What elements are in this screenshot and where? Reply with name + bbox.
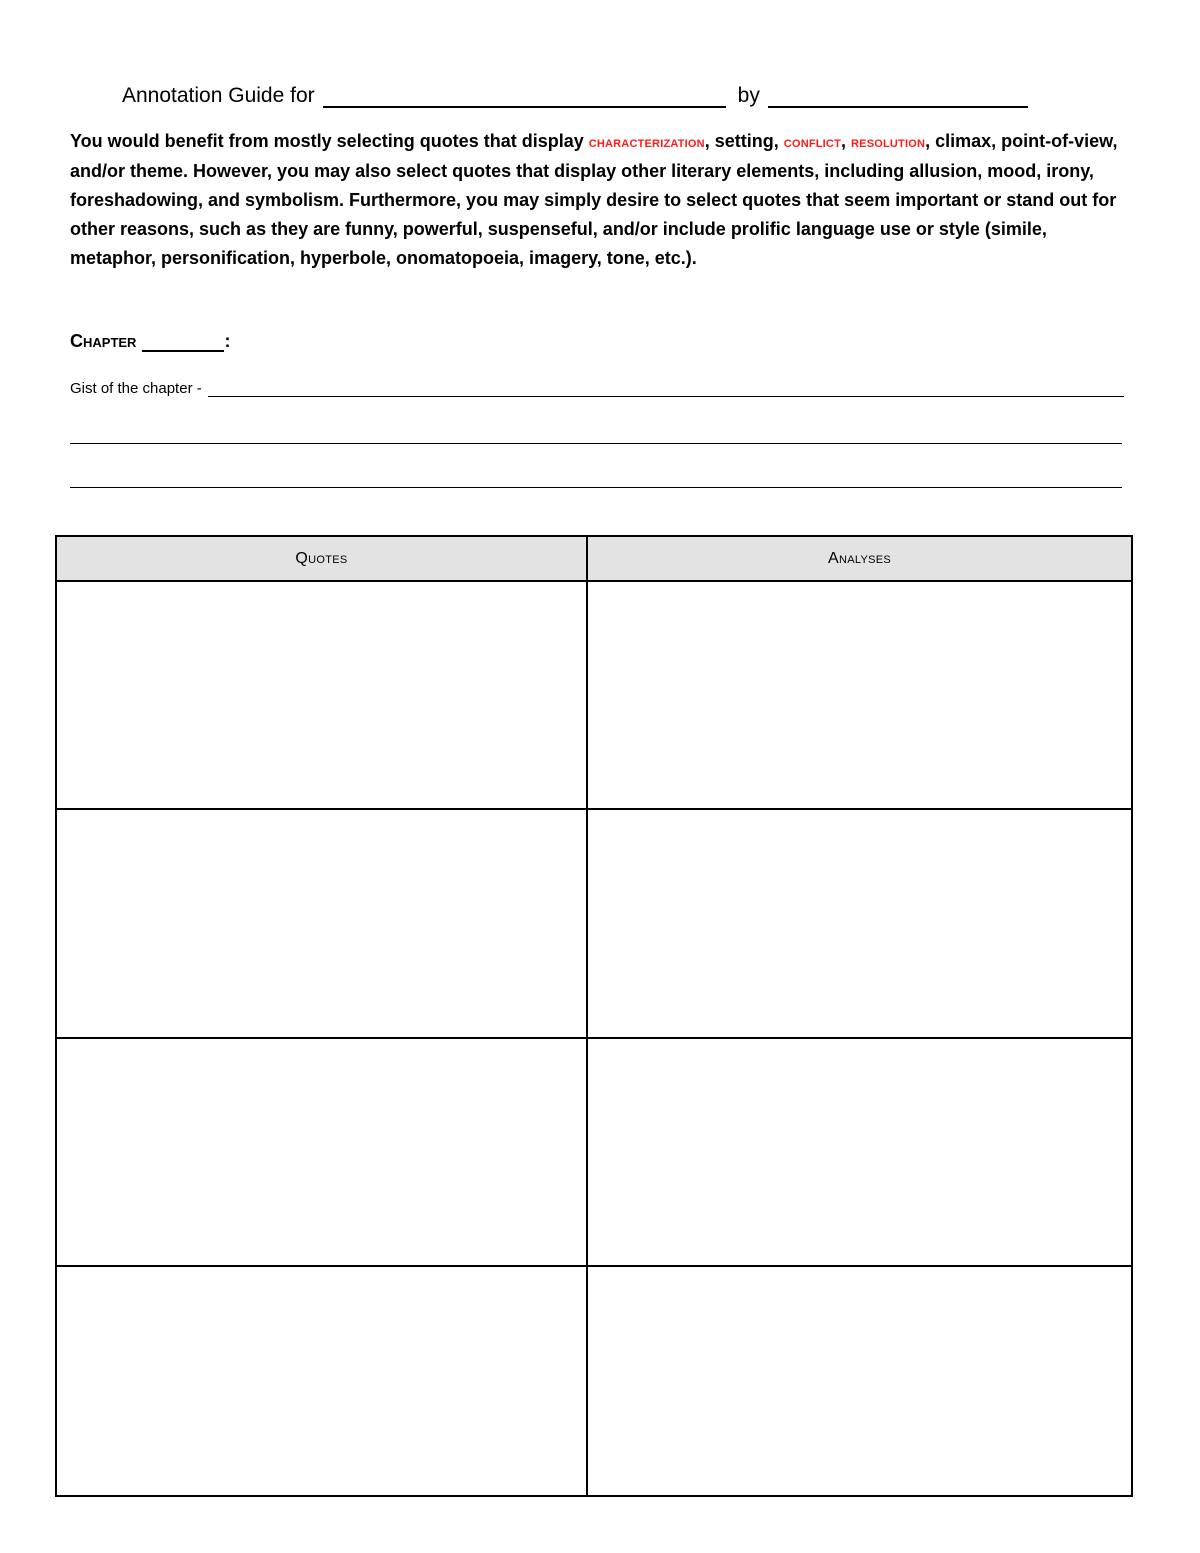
quote-cell-3[interactable] <box>57 1039 588 1267</box>
author-blank[interactable] <box>768 82 1028 108</box>
instructions-part-4: , climax, point-of-view, and/or theme. However, you may also select quotes that display other literary elements, including allusion, mood, irony, foreshadowing, and symbolism. Furthermore, you may simply desire to select quotes that seem important or stand out for other reasons, such as they are funny, powerful, suspenseful, and/or include prolific language use or style (simile, metaphor, personification, hyperbole, onomatopoeia, imagery, tone, etc.). <box>70 131 1118 268</box>
term-resolution: resolution <box>851 134 926 151</box>
analysis-cell-2[interactable] <box>588 810 1131 1038</box>
gist-line-1[interactable] <box>208 378 1124 397</box>
chapter-label: Chapter <box>70 331 137 351</box>
gist-row <box>70 378 1124 397</box>
analysis-cell-1[interactable] <box>588 582 1131 810</box>
analysis-cell-4[interactable] <box>588 1267 1131 1495</box>
quotes-header: Quotes <box>57 537 588 582</box>
quote-cell-4[interactable] <box>57 1267 588 1495</box>
chapter-number-blank[interactable] <box>142 330 224 352</box>
gist-label: Gist of the chapter - <box>70 380 202 397</box>
quotes-analyses-table <box>55 535 1133 1497</box>
chapter-heading <box>70 330 230 352</box>
instructions-part-2: , setting, <box>704 131 784 151</box>
term-conflict: conflict <box>783 134 841 151</box>
quote-cell-1[interactable] <box>57 582 588 810</box>
term-characterization: characterization <box>588 134 705 151</box>
instructions-part-3: , <box>841 131 852 151</box>
analyses-header: Analyses <box>588 537 1131 582</box>
gist-line-3[interactable] <box>70 487 1122 488</box>
instructions-part-1: You would benefit from mostly selecting quotes that display <box>70 131 589 151</box>
title-prefix: Annotation Guide for <box>122 84 315 107</box>
gist-line-2[interactable] <box>70 443 1122 444</box>
title-by: by <box>737 84 760 107</box>
quote-cell-2[interactable] <box>57 810 588 1038</box>
analysis-cell-3[interactable] <box>588 1039 1131 1267</box>
title-row <box>122 76 1082 108</box>
instructions-paragraph <box>70 127 1130 273</box>
book-title-blank[interactable] <box>323 82 726 108</box>
chapter-colon: : <box>224 331 231 351</box>
